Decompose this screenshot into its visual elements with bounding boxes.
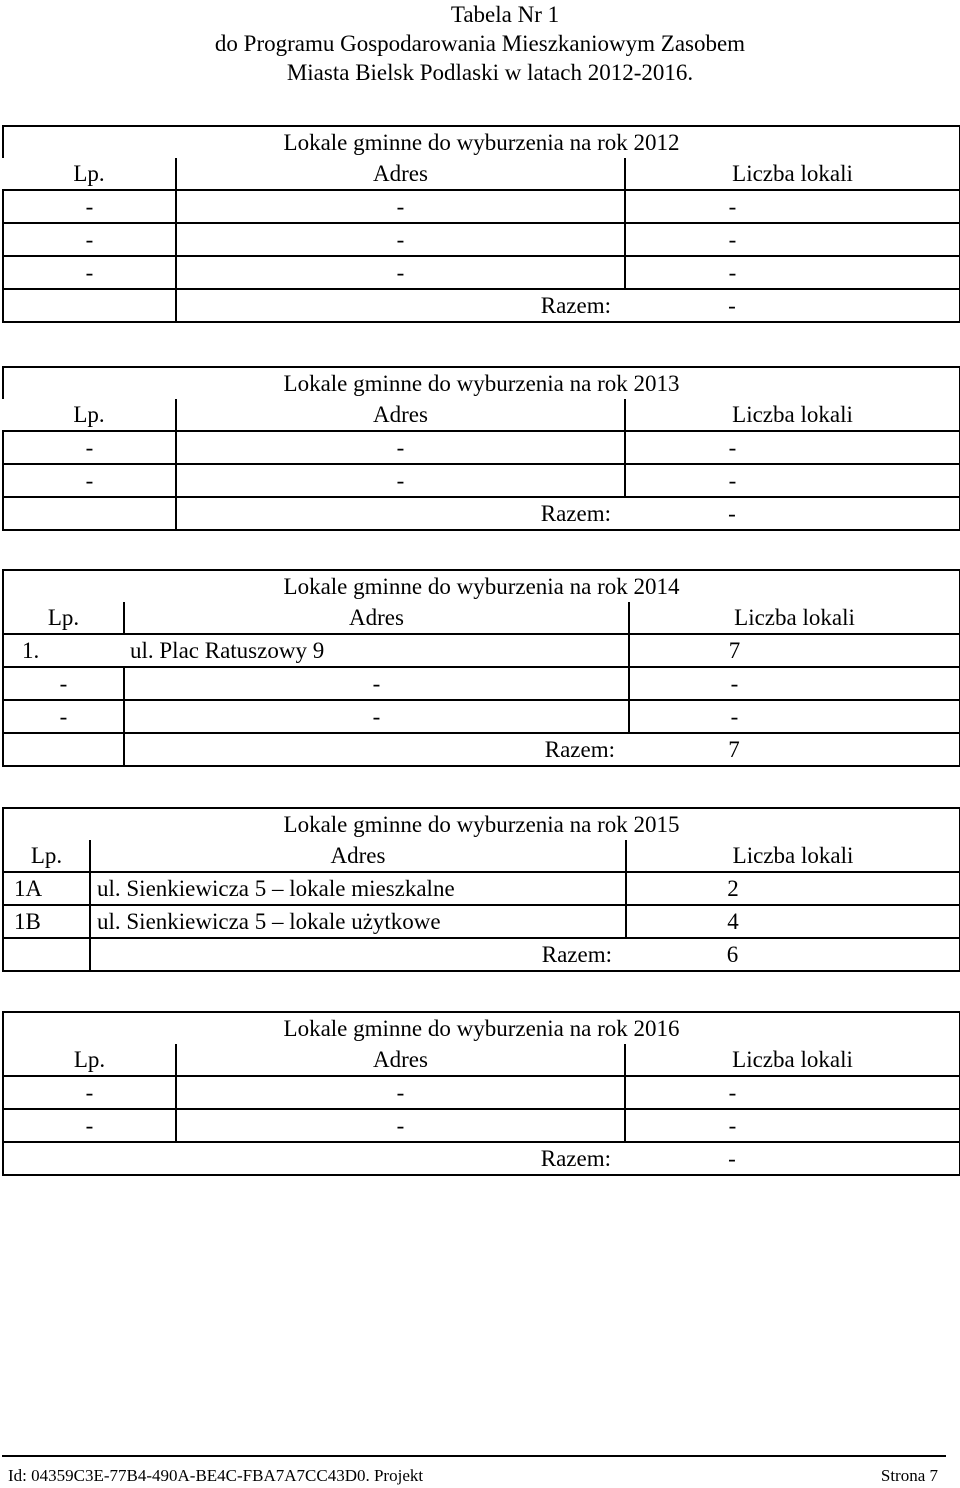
total-spacer xyxy=(3,733,124,766)
cell-lp: - xyxy=(3,256,176,289)
column-header-adres: Adres xyxy=(176,158,625,190)
table-row xyxy=(3,905,960,938)
cell-adres: ul. Sienkiewicza 5 – lokale mieszkalne xyxy=(90,872,626,905)
table-title: Lokale gminne do wyburzenia na rok 2014 xyxy=(3,570,960,602)
column-header-lp: Lp. xyxy=(3,399,176,431)
table-row xyxy=(3,1109,960,1142)
column-header-liczba: Liczba lokali xyxy=(625,158,960,190)
document-subtitle: do Programu Gospodarowania Mieszkaniowym Zasobem xyxy=(214,31,746,56)
cell-liczba: 7 xyxy=(629,634,960,667)
column-header-liczba: Liczba lokali xyxy=(626,840,960,872)
column-header-lp: Lp. xyxy=(3,1044,176,1076)
cell-lp: 1. xyxy=(3,634,124,667)
table-row xyxy=(3,667,960,700)
total-label: Razem: xyxy=(176,1142,625,1175)
cell-adres: - xyxy=(176,464,625,497)
cell-adres: - xyxy=(124,700,629,733)
cell-adres: - xyxy=(176,190,625,223)
table-row xyxy=(3,190,960,223)
cell-liczba: - xyxy=(629,667,960,700)
cell-lp: - xyxy=(3,1076,176,1109)
total-value: - xyxy=(625,289,960,322)
cell-adres: - xyxy=(176,1076,625,1109)
column-header-liczba: Liczba lokali xyxy=(629,602,960,634)
document-header xyxy=(0,0,960,87)
table-2016 xyxy=(2,1011,960,1176)
column-header-liczba: Liczba lokali xyxy=(625,399,960,431)
total-label: Razem: xyxy=(176,497,625,530)
total-spacer xyxy=(3,1142,176,1175)
cell-adres: - xyxy=(176,1109,625,1142)
table-row xyxy=(3,431,960,464)
table-2014 xyxy=(2,569,960,767)
column-header-adres: Adres xyxy=(124,602,629,634)
total-value: 6 xyxy=(626,938,960,971)
cell-lp: - xyxy=(3,431,176,464)
total-spacer xyxy=(3,289,176,322)
table-2013 xyxy=(2,366,960,531)
column-header-lp: Lp. xyxy=(3,602,124,634)
table-title: Lokale gminne do wyburzenia na rok 2012 xyxy=(3,126,960,158)
table-title: Lokale gminne do wyburzenia na rok 2015 xyxy=(3,808,960,840)
total-row xyxy=(3,1142,960,1175)
table-row xyxy=(3,223,960,256)
column-header-lp: Lp. xyxy=(3,158,176,190)
cell-adres: - xyxy=(124,667,629,700)
document-subtitle-2: Miasta Bielsk Podlaski w latach 2012-2016. xyxy=(286,60,694,85)
document-id: Id: 04359C3E-77B4-490A-BE4C-FBA7A7CC43D0. Projekt xyxy=(8,1466,424,1485)
total-label: Razem: xyxy=(124,733,629,766)
total-label: Razem: xyxy=(176,289,625,322)
column-header-adres: Adres xyxy=(176,1044,625,1076)
cell-adres: - xyxy=(176,223,625,256)
cell-lp: - xyxy=(3,700,124,733)
total-value: - xyxy=(625,497,960,530)
table-row xyxy=(3,1076,960,1109)
cell-liczba: - xyxy=(625,431,960,464)
cell-liczba: - xyxy=(625,464,960,497)
total-value: 7 xyxy=(629,733,960,766)
table-row xyxy=(3,256,960,289)
table-2012 xyxy=(2,125,960,323)
column-header-lp: Lp. xyxy=(3,840,90,872)
total-row xyxy=(3,289,960,322)
table-row xyxy=(3,872,960,905)
total-row xyxy=(3,938,960,971)
cell-liczba: - xyxy=(625,223,960,256)
document-title: Tabela Nr 1 xyxy=(450,2,560,27)
total-spacer xyxy=(3,938,90,971)
total-label: Razem: xyxy=(90,938,626,971)
cell-liczba: 4 xyxy=(626,905,960,938)
cell-adres: ul. Sienkiewicza 5 – lokale użytkowe xyxy=(90,905,626,938)
total-row xyxy=(3,733,960,766)
cell-liczba: - xyxy=(625,1076,960,1109)
table-2015 xyxy=(2,807,960,972)
cell-liczba: - xyxy=(625,256,960,289)
total-spacer xyxy=(3,497,176,530)
cell-lp: - xyxy=(3,464,176,497)
cell-adres: - xyxy=(176,256,625,289)
footer-divider xyxy=(2,1455,946,1457)
table-title: Lokale gminne do wyburzenia na rok 2013 xyxy=(3,367,960,399)
cell-liczba: - xyxy=(625,1109,960,1142)
cell-liczba: - xyxy=(625,190,960,223)
total-row xyxy=(3,497,960,530)
cell-liczba: 2 xyxy=(626,872,960,905)
cell-lp: 1B xyxy=(3,905,90,938)
total-value: - xyxy=(625,1142,960,1175)
page-number: Strona 7 xyxy=(880,1466,938,1485)
table-title: Lokale gminne do wyburzenia na rok 2016 xyxy=(3,1012,960,1044)
column-header-adres: Adres xyxy=(176,399,625,431)
column-header-adres: Adres xyxy=(90,840,626,872)
table-row xyxy=(3,464,960,497)
cell-lp: - xyxy=(3,190,176,223)
cell-adres: ul. Plac Ratuszowy 9 xyxy=(124,634,629,667)
cell-lp: 1A xyxy=(3,872,90,905)
cell-lp: - xyxy=(3,667,124,700)
cell-lp: - xyxy=(3,1109,176,1142)
table-row xyxy=(3,634,960,667)
column-header-liczba: Liczba lokali xyxy=(625,1044,960,1076)
cell-liczba: - xyxy=(629,700,960,733)
table-row xyxy=(3,700,960,733)
cell-lp: - xyxy=(3,223,176,256)
cell-adres: - xyxy=(176,431,625,464)
